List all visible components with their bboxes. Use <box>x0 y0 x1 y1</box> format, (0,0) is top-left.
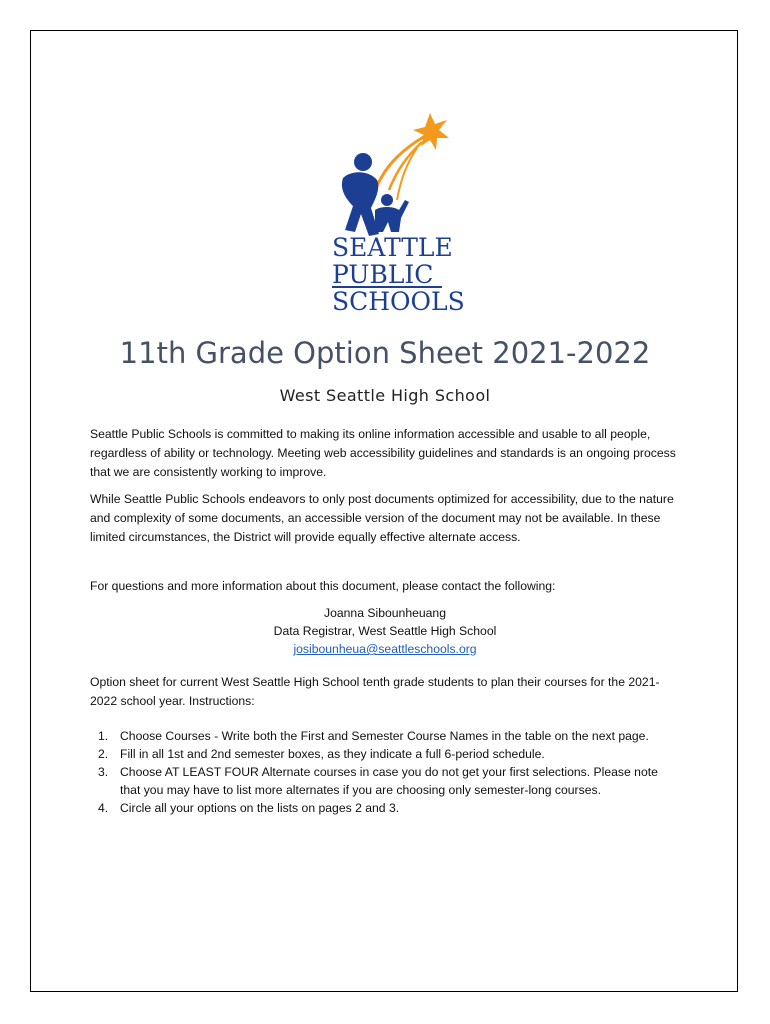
logo-wordmark <box>332 233 465 316</box>
list-item-number: 2. <box>98 747 109 761</box>
page-title: 11th Grade Option Sheet 2021-2022 <box>119 336 651 370</box>
list-item <box>90 799 680 817</box>
contact-intro-paragraph: For questions and more information about this document, please contact the following: <box>90 579 556 593</box>
list-item-number: 1. <box>98 729 109 743</box>
logo-line-schools: SCHOOLS <box>332 287 465 316</box>
logo-line-public: PUBLIC <box>332 261 442 288</box>
list-item-number: 4. <box>98 801 109 815</box>
list-item <box>90 763 680 799</box>
contact-email-row <box>0 640 770 659</box>
contact-name: Joanna Sibounheuang <box>324 606 446 620</box>
list-item-text: Choose Courses - Write both the First and Semester Course Names in the table on the next page. <box>120 729 649 743</box>
instructions-list <box>90 727 680 817</box>
list-item-text: Choose AT LEAST FOUR Alternate courses in case you do not get your first selections. Please note that you may have to list more alternates if you are choosing only semester-long courses. <box>120 765 658 797</box>
list-item <box>90 727 680 745</box>
page-subtitle: West Seattle High School <box>279 386 491 405</box>
list-item <box>90 745 680 763</box>
accessibility-paragraph-1: Seattle Public Schools is committed to making its online information accessible and usable to all people, regardless of ability or technology. Meeting web accessibility guidelines and standards is an ongoing process that we are consistently working to improve. <box>90 427 676 479</box>
list-item-text: Fill in all 1st and 2nd semester boxes, as they indicate a full 6-period schedule. <box>120 747 545 761</box>
logo-line-seattle: SEATTLE <box>332 233 453 262</box>
option-sheet-intro: Option sheet for current West Seattle High School tenth grade students to plan their courses for the 2021-2022 school year. Instructions: <box>90 675 660 708</box>
accessibility-paragraph-2: While Seattle Public Schools endeavors to only post documents optimized for accessibility, due to the nature and complexity of some documents, an accessible version of the document may not be available. In these limited circumstances, the District will provide equally effective alternate access. <box>90 492 674 544</box>
list-item-text: Circle all your options on the lists on pages 2 and 3. <box>120 801 400 815</box>
contact-role: Data Registrar, West Seattle High School <box>273 624 497 638</box>
contact-email-link[interactable]: josibounheua@seattleschools.org <box>293 642 477 656</box>
list-item-number: 3. <box>98 765 109 779</box>
